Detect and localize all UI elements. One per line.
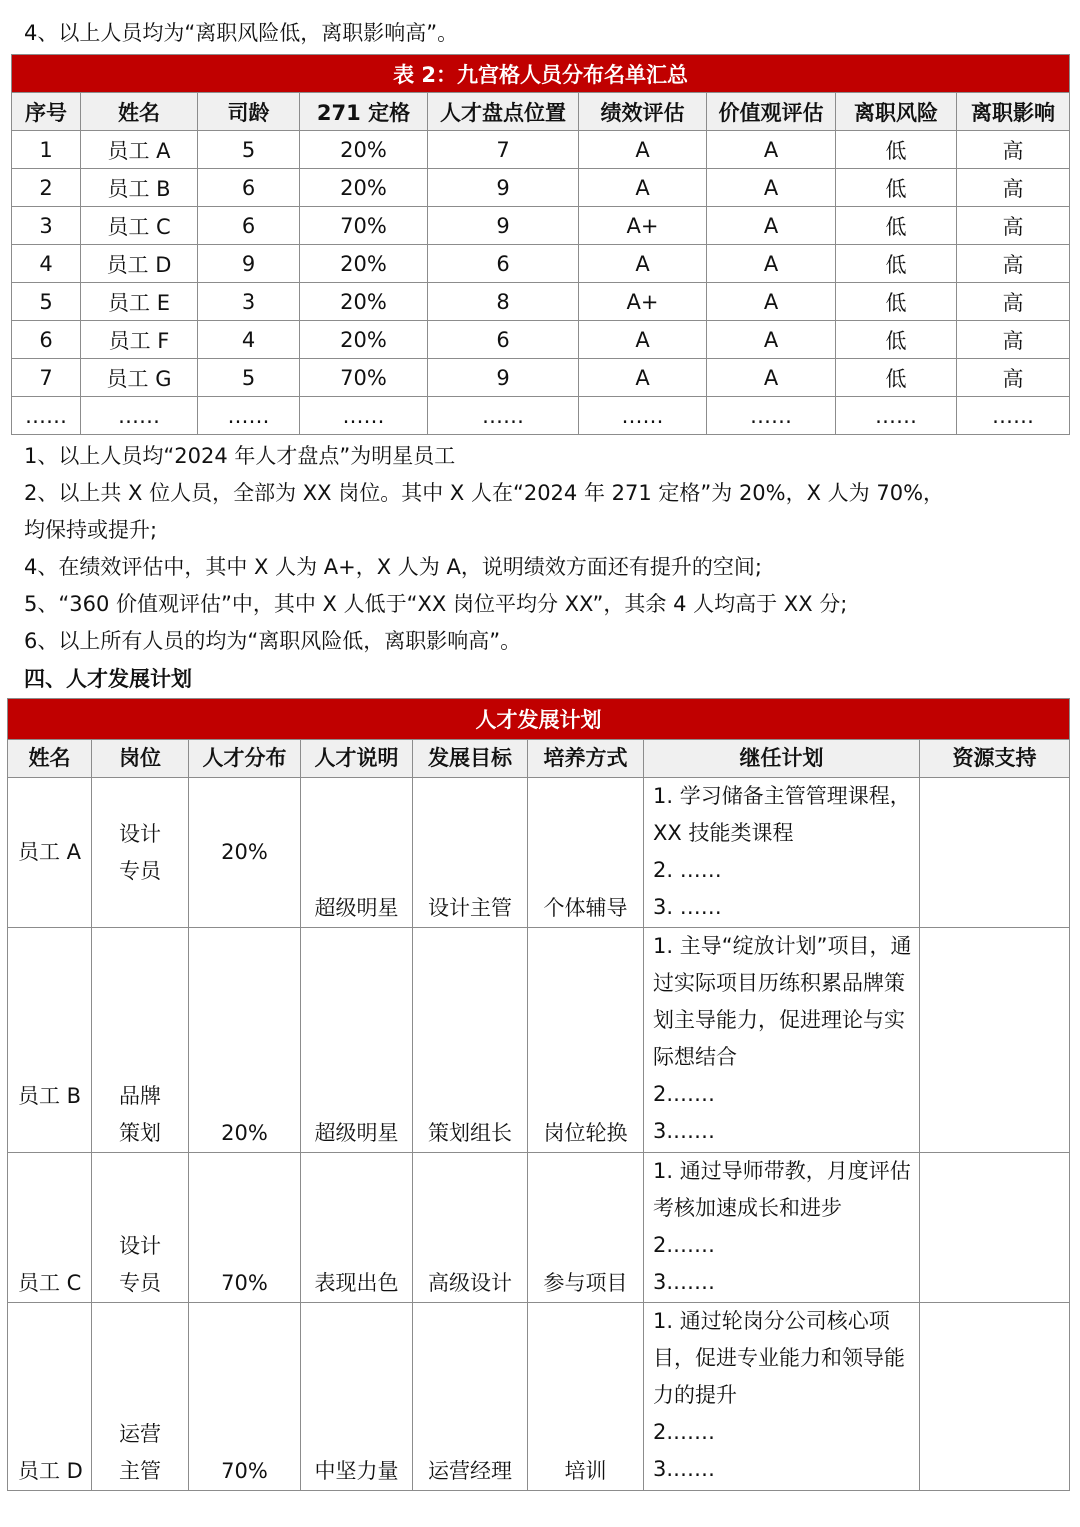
method-cell: 个体辅导 [528, 778, 644, 928]
plan-line: 1. 主导“绽放计划”项目，通过实际项目历练积累品牌策划主导能力，促进理论与实际想结合 [653, 934, 912, 1069]
distribution-cell: 70% [189, 1303, 301, 1491]
table-cell: …… [300, 397, 428, 435]
plan-line: 3.…… [653, 1270, 716, 1294]
table-cell: A [579, 359, 707, 397]
table-cell: 高 [957, 245, 1070, 283]
plan-line: 1. 通过导师带教，月度评估考核加速成长和进步 [653, 1159, 911, 1220]
succession-plan-cell [644, 928, 920, 1153]
employee-name: 员工 C [8, 1153, 92, 1303]
post-line: 设计 [119, 821, 161, 846]
table-cell: 低 [836, 207, 957, 245]
table2-header: 岗位 [92, 740, 189, 778]
table-cell: …… [428, 397, 579, 435]
table1-header: 司龄 [198, 93, 300, 131]
succession-plan-cell [644, 1153, 920, 1303]
table-cell: 员工 A [81, 131, 198, 169]
table-cell: 员工 C [81, 207, 198, 245]
table-cell: 20% [300, 169, 428, 207]
table-cell: 3 [198, 283, 300, 321]
distribution-cell: 20% [189, 778, 301, 928]
table-cell: 4 [12, 245, 81, 283]
description-cell: 超级明星 [301, 778, 413, 928]
table-cell: A [579, 131, 707, 169]
table-cell: 70% [300, 359, 428, 397]
method-cell: 岗位轮换 [528, 928, 644, 1153]
table-cell: A [707, 131, 836, 169]
table-cell: 高 [957, 321, 1070, 359]
method-cell: 参与项目 [528, 1153, 644, 1303]
table-cell: A+ [579, 207, 707, 245]
table-cell: A [707, 283, 836, 321]
support-cell [920, 1153, 1070, 1303]
table-cell: 高 [957, 169, 1070, 207]
table-row [8, 1303, 1070, 1491]
table-cell: 6 [428, 321, 579, 359]
table-row [12, 131, 1070, 169]
table-cell: 高 [957, 207, 1070, 245]
table-cell: 7 [428, 131, 579, 169]
description-cell: 表现出色 [301, 1153, 413, 1303]
table-cell: A [707, 359, 836, 397]
table-cell: A [579, 321, 707, 359]
table-cell: 低 [836, 359, 957, 397]
distribution-cell: 70% [189, 1153, 301, 1303]
plan-line: 3.…… [653, 1119, 716, 1143]
distribution-cell: 20% [189, 928, 301, 1153]
table-row [12, 321, 1070, 359]
table-row [12, 359, 1070, 397]
table-cell: 20% [300, 131, 428, 169]
table1-header: 姓名 [81, 93, 198, 131]
note-line: 2、以上共 X 位人员，全部为 XX 岗位。其中 X 人在“2024 年 271 定格”为 20%，X 人为 70%， [24, 481, 945, 505]
table-cell: 3 [12, 207, 81, 245]
table-cell: 高 [957, 359, 1070, 397]
table-cell: 20% [300, 283, 428, 321]
table2-header: 继任计划 [644, 740, 920, 778]
table-cell: A [579, 169, 707, 207]
table-cell: 低 [836, 321, 957, 359]
note-line: 1、以上人员均“2024 年人才盘点”为明星员工 [24, 444, 456, 468]
table1-header: 序号 [12, 93, 81, 131]
table1-header: 离职影响 [957, 93, 1070, 131]
post-cell [92, 928, 189, 1153]
table2-title: 人才发展计划 [8, 699, 1070, 740]
table-cell: A [707, 169, 836, 207]
support-cell [920, 1303, 1070, 1491]
plan-line: 1. 通过轮岗分公司核心项目，促进专业能力和领导能力的提升 [653, 1309, 905, 1407]
intro-line: 4、以上人员均为“离职风险低，离职影响高”。 [24, 21, 459, 45]
table2-header: 人才说明 [301, 740, 413, 778]
employee-name: 员工 B [8, 928, 92, 1153]
table-cell: A [707, 245, 836, 283]
employee-name: 员工 A [8, 778, 92, 928]
plan-line: 2.…… [653, 1082, 716, 1106]
table2-header: 资源支持 [920, 740, 1070, 778]
table-cell: A [707, 321, 836, 359]
table-row [12, 397, 1070, 435]
table1-header: 价值观评估 [707, 93, 836, 131]
succession-plan-cell [644, 778, 920, 928]
table-cell: 员工 D [81, 245, 198, 283]
table-row [12, 169, 1070, 207]
table-cell: 6 [428, 245, 579, 283]
succession-plan-cell [644, 1303, 920, 1491]
table1-header: 绩效评估 [579, 93, 707, 131]
post-line: 策划 [119, 1121, 161, 1145]
table-cell: 5 [198, 131, 300, 169]
talent-development-plan-table [7, 698, 1070, 1491]
table-cell: 低 [836, 169, 957, 207]
post-cell [92, 1153, 189, 1303]
post-line: 品牌 [119, 1084, 161, 1108]
goal-cell: 运营经理 [413, 1303, 528, 1491]
post-line: 设计 [119, 1234, 161, 1258]
post-cell [92, 1303, 189, 1491]
post-cell [92, 778, 189, 928]
plan-line: 3.…… [653, 1457, 716, 1481]
employee-name: 员工 D [8, 1303, 92, 1491]
table-row [8, 928, 1070, 1153]
table1-header-row [12, 93, 1070, 131]
table2-header-row [8, 740, 1070, 778]
plan-line: 3. …… [653, 895, 722, 919]
post-line: 专员 [119, 858, 161, 883]
table-cell: 1 [12, 131, 81, 169]
table-cell: …… [836, 397, 957, 435]
table-cell: 低 [836, 131, 957, 169]
table-row [8, 778, 1070, 928]
table-cell: 员工 G [81, 359, 198, 397]
table-cell: 低 [836, 245, 957, 283]
table-cell: 5 [198, 359, 300, 397]
plan-line: 2.…… [653, 1420, 716, 1444]
table-cell: 9 [428, 207, 579, 245]
table-cell: 4 [198, 321, 300, 359]
plan-line: 2.…… [653, 1233, 716, 1257]
table1-header: 271 定格 [300, 93, 428, 131]
table1-header: 人才盘点位置 [428, 93, 579, 131]
plan-line: 1. 学习储备主管管理课程，XX 技能类课程 [653, 784, 911, 845]
table-cell: 员工 B [81, 169, 198, 207]
table-cell: 6 [198, 207, 300, 245]
support-cell [920, 928, 1070, 1153]
section-heading: 四、人才发展计划 [24, 667, 192, 691]
table-cell: 9 [428, 359, 579, 397]
goal-cell: 策划组长 [413, 928, 528, 1153]
description-cell: 超级明星 [301, 928, 413, 1153]
table1-title: 表 2：九宫格人员分布名单汇总 [12, 55, 1070, 93]
table-cell: 高 [957, 131, 1070, 169]
table-cell: 7 [12, 359, 81, 397]
table-cell: …… [707, 397, 836, 435]
table-cell: …… [579, 397, 707, 435]
note-line: 均保持或提升; [24, 518, 158, 542]
post-line: 主管 [119, 1459, 161, 1483]
plan-line: 2. …… [653, 858, 722, 882]
table1-header: 离职风险 [836, 93, 957, 131]
table2-header: 人才分布 [189, 740, 301, 778]
table2-header: 发展目标 [413, 740, 528, 778]
table-cell: 20% [300, 245, 428, 283]
table-row [8, 1153, 1070, 1303]
table-cell: 员工 E [81, 283, 198, 321]
table-cell: 8 [428, 283, 579, 321]
table-cell: …… [12, 397, 81, 435]
table-cell: 高 [957, 283, 1070, 321]
table-cell: 6 [198, 169, 300, 207]
nine-grid-summary-table [11, 54, 1070, 435]
table-cell: 70% [300, 207, 428, 245]
post-line: 运营 [119, 1422, 161, 1446]
table-cell: …… [198, 397, 300, 435]
note-line: 6、以上所有人员的均为“离职风险低，离职影响高”。 [24, 629, 522, 653]
table-cell: 9 [198, 245, 300, 283]
table-cell: …… [957, 397, 1070, 435]
table-cell: 低 [836, 283, 957, 321]
table-cell: 员工 F [81, 321, 198, 359]
table-cell: …… [81, 397, 198, 435]
table-row [12, 245, 1070, 283]
table2-header: 培养方式 [528, 740, 644, 778]
table-cell: A [579, 245, 707, 283]
table-cell: 2 [12, 169, 81, 207]
description-cell: 中坚力量 [301, 1303, 413, 1491]
table-row [12, 207, 1070, 245]
table-row [12, 283, 1070, 321]
goal-cell: 高级设计 [413, 1153, 528, 1303]
note-line: 5、“360 价值观评估”中，其中 X 人低于“XX 岗位平均分 XX”，其余 4 人均高于 XX 分; [24, 592, 848, 616]
table-cell: 9 [428, 169, 579, 207]
table-cell: 20% [300, 321, 428, 359]
table-cell: A [707, 207, 836, 245]
method-cell: 培训 [528, 1303, 644, 1491]
goal-cell: 设计主管 [413, 778, 528, 928]
table-cell: A+ [579, 283, 707, 321]
table-cell: 5 [12, 283, 81, 321]
note-line: 4、在绩效评估中，其中 X 人为 A+，X 人为 A，说明绩效方面还有提升的空间; [24, 555, 762, 579]
post-line: 专员 [119, 1271, 161, 1295]
table-cell: 6 [12, 321, 81, 359]
table2-header: 姓名 [8, 740, 92, 778]
support-cell [920, 778, 1070, 928]
